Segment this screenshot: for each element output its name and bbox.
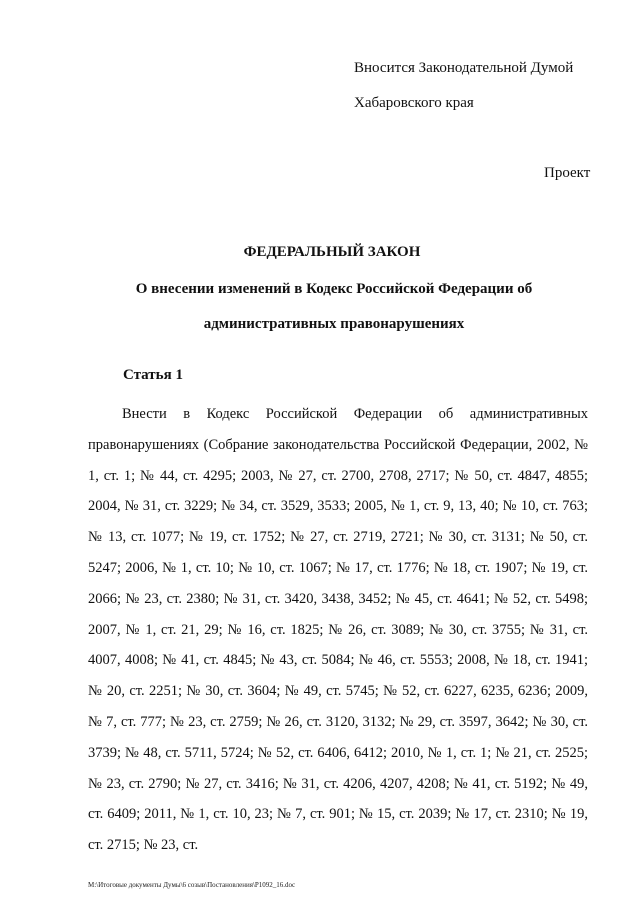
document-subtitle-line-2: административных правонарушениях — [203, 316, 465, 332]
submitted-by-line-2: Хабаровского края — [354, 95, 474, 111]
submitted-by-line-1: Вносится Законодательной Думой — [354, 60, 574, 76]
article-body-text: Внести в Кодекс Российской Федерации об административных правонарушениях (Собрание законодательства Российской Федерации, 2002, № 1, ст. 1; № 44, ст. 4295; 2003, № 27, ст. 2700, 2708, 2717; № 50, ст. 4847, 4855; 2004, № 31, ст. 3229; № 34, ст. 3529, 3533; 2005, № 1, ст. 9, 13, 40; № 10, ст. 763; № 13, ст. 1077; № 19, ст. 1752; № 27, ст. 2719, 2721; № 30, ст. 3131; № 50, ст. 5247; 2006, № 1, ст. 10; № 10, ст. 1067; № 17, ст. 1776; № 18, ст. 1907; № 19, ст. 2066; № 23, ст. 2380; № 31, ст. 3420, 3438, 3452; № 45, ст. 4641; № 52, ст. 5498; 2007, № 1, ст. 21, 29; № 16, ст. 1825; № 26, ст. 3089; № 30, ст. 3755; № 31, ст. 4007, 4008; № 41, ст. 4845; № 43, ст. 5084; № 46, ст. 5553; 2008, № 18, ст. 1941; № 20, ст. 2251; № 30, ст. 3604; № 49, ст. 5745; № 52, ст. 6227, 6235, 6236; 2009, № 7, ст. 777; № 23, ст. 2759; № 26, ст. 3120, 3132; № 29, ст. 3597, 3642; № 30, ст. 3739; № 48, ст. 5711, 5724; № 52, ст. 6406, 6412; 2010, № 1, ст. 1; № 21, ст. 2525; № 23, ст. 2790; № 27, ст. 3416; № 31, ст. 4206, 4207, 4208; № 41, ст. 5192; № 49, ст. 6409; 2011, № 1, ст. 10, 23; № 7, ст. 901; № 15, ст. 2039; № 17, ст. 2310; № 19, ст. 2715; № 23, ст. — [88, 406, 588, 854]
project-label: Проект — [544, 165, 591, 181]
article-heading: Статья 1 — [123, 367, 183, 383]
document-subtitle-line-1: О внесении изменений в Кодекс Российской Федерации об — [135, 281, 533, 297]
document-type-title: ФЕДЕРАЛЬНЫЙ ЗАКОН — [243, 244, 421, 260]
file-path-footer: M:\Итоговые документы Думы\6 созыв\Постановления\P1092_16.doc — [88, 881, 296, 889]
